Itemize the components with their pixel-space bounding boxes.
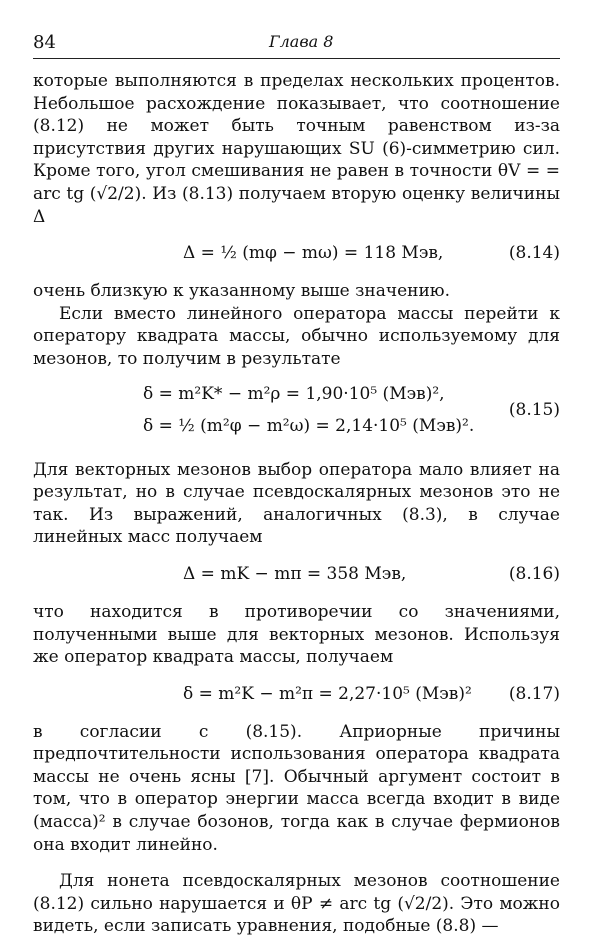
page-body bbox=[33, 70, 560, 938]
paragraph: Если вместо линейного оператора массы перейти к оператору квадрата массы, обычно используемому для мезонов, то получим в результате bbox=[33, 303, 560, 369]
equation-formula: Δ = ½ (mφ − mω) = 118 Мэв, bbox=[183, 243, 444, 264]
equation-8-14 bbox=[33, 234, 560, 274]
equation-formula-line2: δ = ½ (m²φ − m²ω) = 2,14·10⁵ (Мэв)². bbox=[143, 415, 475, 436]
equation-number: (8.15) bbox=[508, 399, 560, 420]
equation-number: (8.17) bbox=[508, 683, 560, 704]
paragraph: которые выполняются в пределах нескольких процентов. Небольшое расхождение показывает, что соотношение (8.12) не может быть точным равенством из-за присутствия других нарушающих SU (6)-симметрию сил. Кроме того, угол смешивания не равен в точности θV = = arc tg (√2/2). Из (8.13) получаем вторую оценку величины Δ bbox=[33, 71, 560, 227]
paragraph: в согласии с (8.15). Априорные причины предпочтительности использования оператора квадрата массы не очень ясны [7]. Обычный аргумент состоит в том, что в оператор энергии масса всегда входит в виде (масса)² в случае бозонов, тогда как в случае фермионов она входит линейно. bbox=[33, 721, 560, 855]
equation-number: (8.16) bbox=[508, 563, 560, 584]
equation-8-15 bbox=[33, 379, 560, 449]
equation-formula: δ = m²K − m²π = 2,27·10⁵ (Мэв)² bbox=[183, 683, 472, 704]
equation-number: (8.14) bbox=[508, 243, 560, 264]
equation-8-17 bbox=[33, 675, 560, 715]
equation-formula-line1: δ = m²K* − m²ρ = 1,90·10⁵ (Мэв)², bbox=[143, 383, 445, 404]
paragraph: Для векторных мезонов выбор оператора мало влияет на результат, но в случае псевдоскалярных мезонов это не так. Из выражений, аналогичных (8.3), в случае линейных масс получаем bbox=[33, 459, 560, 548]
paragraph: Для нонета псевдоскалярных мезонов соотношение (8.12) сильно нарушается и θP ≠ arc tg (√2/2). Это можно видеть, если записать уравнения, подобные (8.8) — bbox=[33, 871, 560, 937]
paragraph: очень близкую к указанному выше значению. bbox=[33, 281, 450, 302]
page-header bbox=[33, 32, 560, 59]
equation-formula: Δ = mK − mπ = 358 Мэв, bbox=[183, 563, 407, 584]
equation-8-16 bbox=[33, 555, 560, 595]
paragraph: что находится в противоречии со значениями, полученными выше для векторных мезонов. Используя же оператор квадрата массы, получаем bbox=[33, 601, 560, 668]
page-number: 84 bbox=[33, 32, 56, 53]
chapter-title: Глава 8 bbox=[269, 32, 334, 51]
